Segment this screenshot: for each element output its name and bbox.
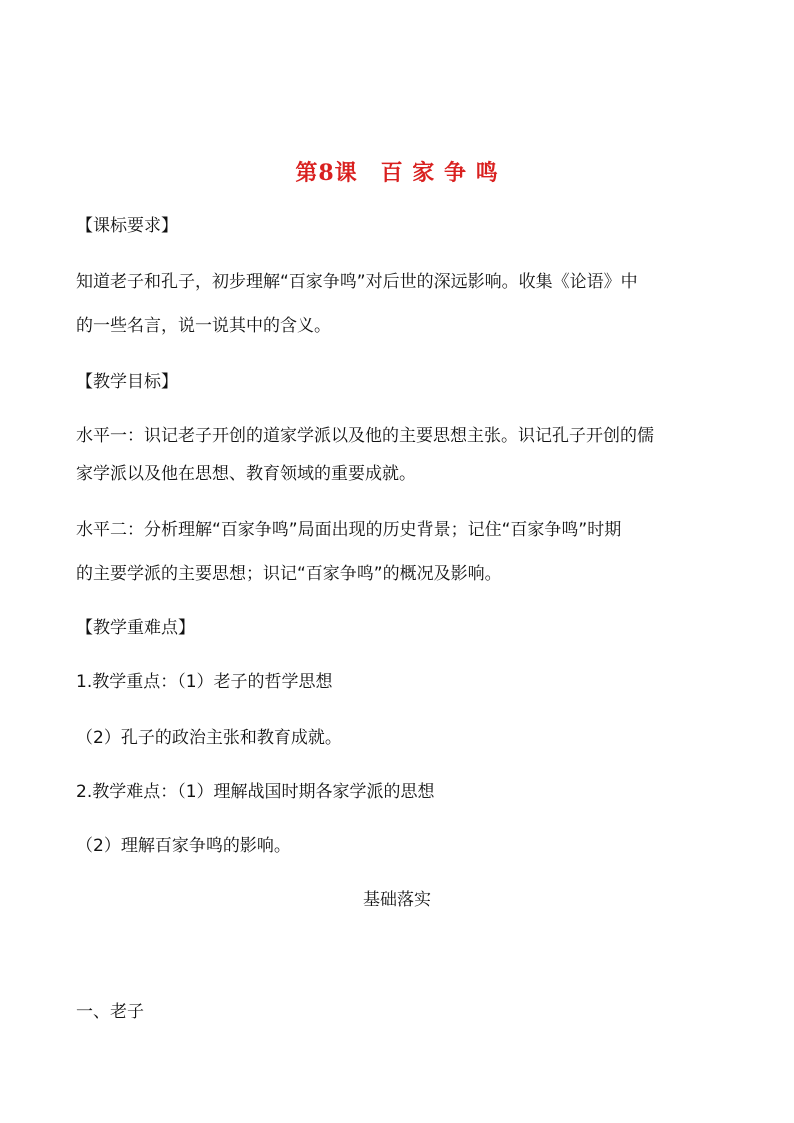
goal-2-line-1: 水平二：分析理解“百家争鸣”局面出现的历史背景；记住“百家争鸣”时期: [76, 520, 622, 540]
keypoints-heading: 【教学重难点】: [76, 618, 195, 638]
standard-line-2: 的一些名言，说一说其中的含义。: [76, 316, 331, 336]
goal-1-line-2: 家学派以及他在思想、教育领域的重要成就。: [76, 464, 416, 484]
lesson-title: 第8课 百 家 争 鸣: [295, 160, 499, 186]
standard-line-1: 知道老子和孔子，初步理解“百家争鸣”对后世的深远影响。收集《论语》中: [76, 272, 638, 292]
standard-heading: 【课标要求】: [76, 216, 178, 236]
goals-heading: 【教学目标】: [76, 372, 178, 392]
basics-heading: 基础落实: [363, 890, 431, 910]
keypoint-1-sub: （2）孔子的政治主张和教育成就。: [76, 728, 342, 748]
keypoint-1: 1.教学重点：（1）老子的哲学思想: [76, 672, 333, 692]
keypoint-2-sub: （2）理解百家争鸣的影响。: [76, 836, 291, 856]
keypoint-2: 2.教学难点：（1）理解战国时期各家学派的思想: [76, 782, 435, 802]
section-1-heading: 一、老子: [76, 1002, 144, 1022]
goal-1-line-1: 水平一：识记老子开创的道家学派以及他的主要思想主张。识记孔子开创的儒: [76, 426, 654, 446]
goal-2-line-2: 的主要学派的主要思想；识记“百家争鸣”的概况及影响。: [76, 564, 502, 584]
